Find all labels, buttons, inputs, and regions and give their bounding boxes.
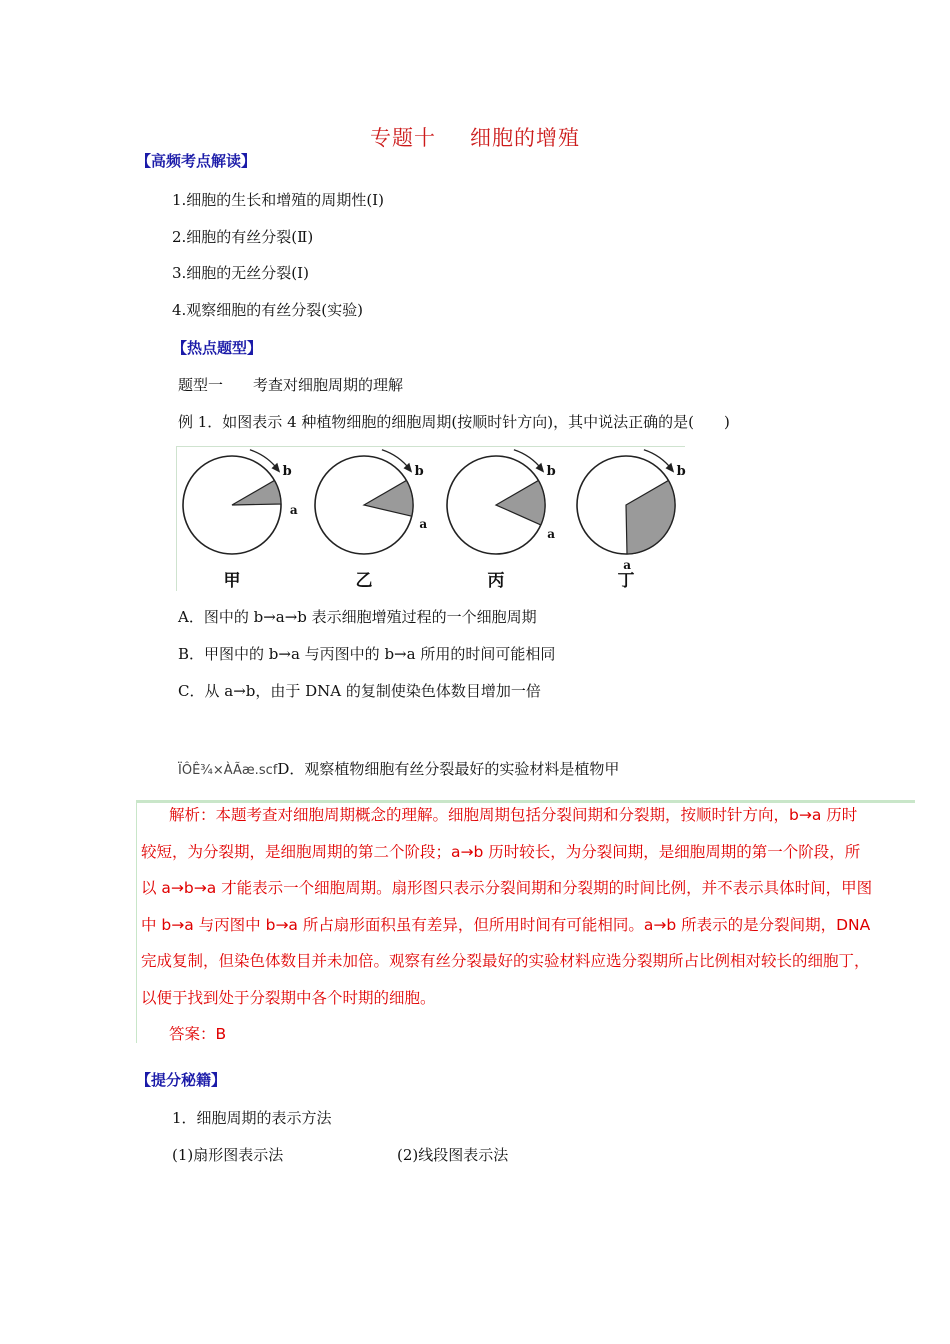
- tip-item-1: 1．细胞周期的表示方法: [172, 1109, 332, 1127]
- hot-types-header: 【热点题型】: [172, 339, 263, 357]
- analysis-line-1: 解析：本题考查对细胞周期概念的理解。细胞周期包括分裂间期和分裂期，按顺时针方向，b→a 历时: [169, 806, 858, 824]
- broken-image-placeholder: ÏÔÊ¾×ÀÃæ.scf: [178, 763, 278, 778]
- example-stem: 例 1．如图表示 4 种植物细胞的细胞周期(按顺时针方向)，其中说法正确的是( ): [178, 413, 730, 431]
- tip-sub-2: (2)线段图表示法: [397, 1146, 509, 1164]
- key-points-header: 【高频考点解读】: [136, 152, 257, 170]
- option-a: A．图中的 b→a→b 表示细胞增殖过程的一个细胞周期: [178, 608, 537, 626]
- cell-cycle-figure: [176, 446, 696, 596]
- analysis-line-2: 较短，为分裂期，是细胞周期的第二个阶段；a→b 历时较长，为分裂间期，是细胞周期的第一个阶段，所: [141, 842, 861, 861]
- page-title: [0, 122, 950, 152]
- answer: 答案：B: [169, 1025, 227, 1043]
- tips-header: 【提分秘籍】: [136, 1071, 227, 1089]
- cell-name-label: 甲: [223, 571, 241, 591]
- question-type-text: 考查对细胞周期的理解: [253, 376, 404, 394]
- analysis-line-5: 完成复制，但染色体数目并未加倍。观察有丝分裂最好的实验材料应选分裂期所占比例相对较长的细胞丁，: [141, 952, 870, 970]
- key-point-1: 1.细胞的生长和增殖的周期性(Ⅰ): [172, 191, 384, 209]
- key-point-4: 4.观察细胞的有丝分裂(实验): [172, 301, 364, 319]
- option-b: B．甲图中的 b→a 与丙图中的 b→a 所用的时间可能相同: [178, 645, 556, 663]
- title-part-1: 专题十: [370, 126, 436, 150]
- point-label-a: a: [419, 517, 428, 532]
- point-label-a: a: [623, 557, 631, 572]
- title-part-2: 细胞的增殖: [470, 126, 580, 150]
- point-label-b: b: [676, 463, 686, 479]
- point-label-a: a: [547, 527, 555, 542]
- key-point-2: 2.细胞的有丝分裂(Ⅱ): [172, 228, 314, 246]
- option-d: D．观察植物细胞有丝分裂最好的实验材料是植物甲: [277, 760, 620, 778]
- analysis-line-3: 以 a→b→a 才能表示一个细胞周期。扇形图只表示分裂间期和分裂期的时间比例，并不表示具体时间，甲图: [141, 879, 873, 897]
- tip-sub-1: (1)扇形图表示法: [172, 1146, 284, 1164]
- key-point-3: 3.细胞的无丝分裂(Ⅰ): [172, 264, 309, 282]
- point-label-b: b: [282, 463, 292, 479]
- analysis-text: [141, 797, 872, 1053]
- option-c: C．从 a→b，由于 DNA 的复制使染色体数目增加一倍: [178, 682, 541, 700]
- point-label-b: b: [414, 463, 424, 479]
- point-label-a: a: [289, 502, 298, 517]
- analysis-line-4: 中 b→a 与丙图中 b→a 所占扇形面积虽有差异，但所用时间有可能相同。a→b 所表示的是分裂间期，DNA: [141, 915, 871, 934]
- point-label-b: b: [546, 463, 556, 479]
- cell-name-label: 乙: [355, 571, 373, 591]
- cell-name-label: 丁: [617, 571, 635, 591]
- analysis-line-6: 以便于找到处于分裂期中各个时期的细胞。: [141, 988, 436, 1007]
- question-type: [178, 374, 403, 395]
- option-d-row: [178, 758, 619, 779]
- question-type-label: 题型一: [178, 376, 224, 394]
- cell-name-label: 丙: [487, 571, 505, 591]
